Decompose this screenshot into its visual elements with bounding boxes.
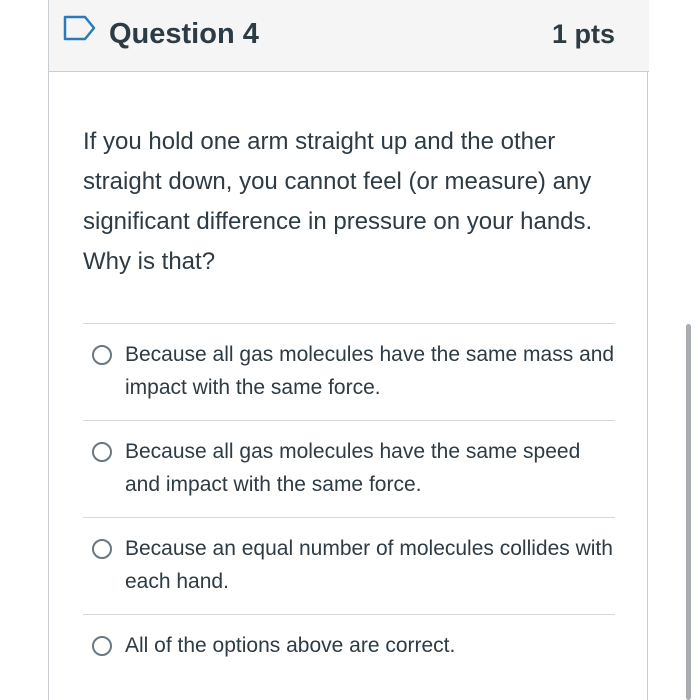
answer-option-3[interactable] bbox=[83, 517, 615, 614]
answer-option-2[interactable] bbox=[83, 420, 615, 517]
radio-button[interactable] bbox=[92, 636, 112, 656]
radio-button[interactable] bbox=[92, 442, 112, 462]
question-header bbox=[49, 0, 649, 72]
answer-option-4[interactable] bbox=[83, 614, 615, 700]
answer-option-1[interactable] bbox=[83, 323, 615, 420]
question-title: Question 4 bbox=[109, 18, 259, 50]
radio-button[interactable] bbox=[92, 345, 112, 365]
radio-button[interactable] bbox=[92, 539, 112, 559]
question-card bbox=[48, 0, 648, 700]
answer-label: Because an equal number of molecules collides with each hand. bbox=[125, 537, 613, 593]
answer-label: Because all gas molecules have the same speed and impact with the same force. bbox=[125, 440, 581, 496]
question-text: If you hold one arm straight up and the other straight down, you cannot feel (or measure) any significant difference in pressure on your hands. Why is that? bbox=[83, 128, 593, 275]
answer-list bbox=[83, 323, 615, 700]
answer-label: Because all gas molecules have the same mass and impact with the same force. bbox=[125, 343, 615, 399]
scrollbar[interactable] bbox=[686, 324, 691, 700]
flag-question-icon[interactable] bbox=[63, 15, 97, 41]
question-points: 1 pts bbox=[551, 19, 615, 49]
answer-label: All of the options above are correct. bbox=[125, 634, 456, 657]
